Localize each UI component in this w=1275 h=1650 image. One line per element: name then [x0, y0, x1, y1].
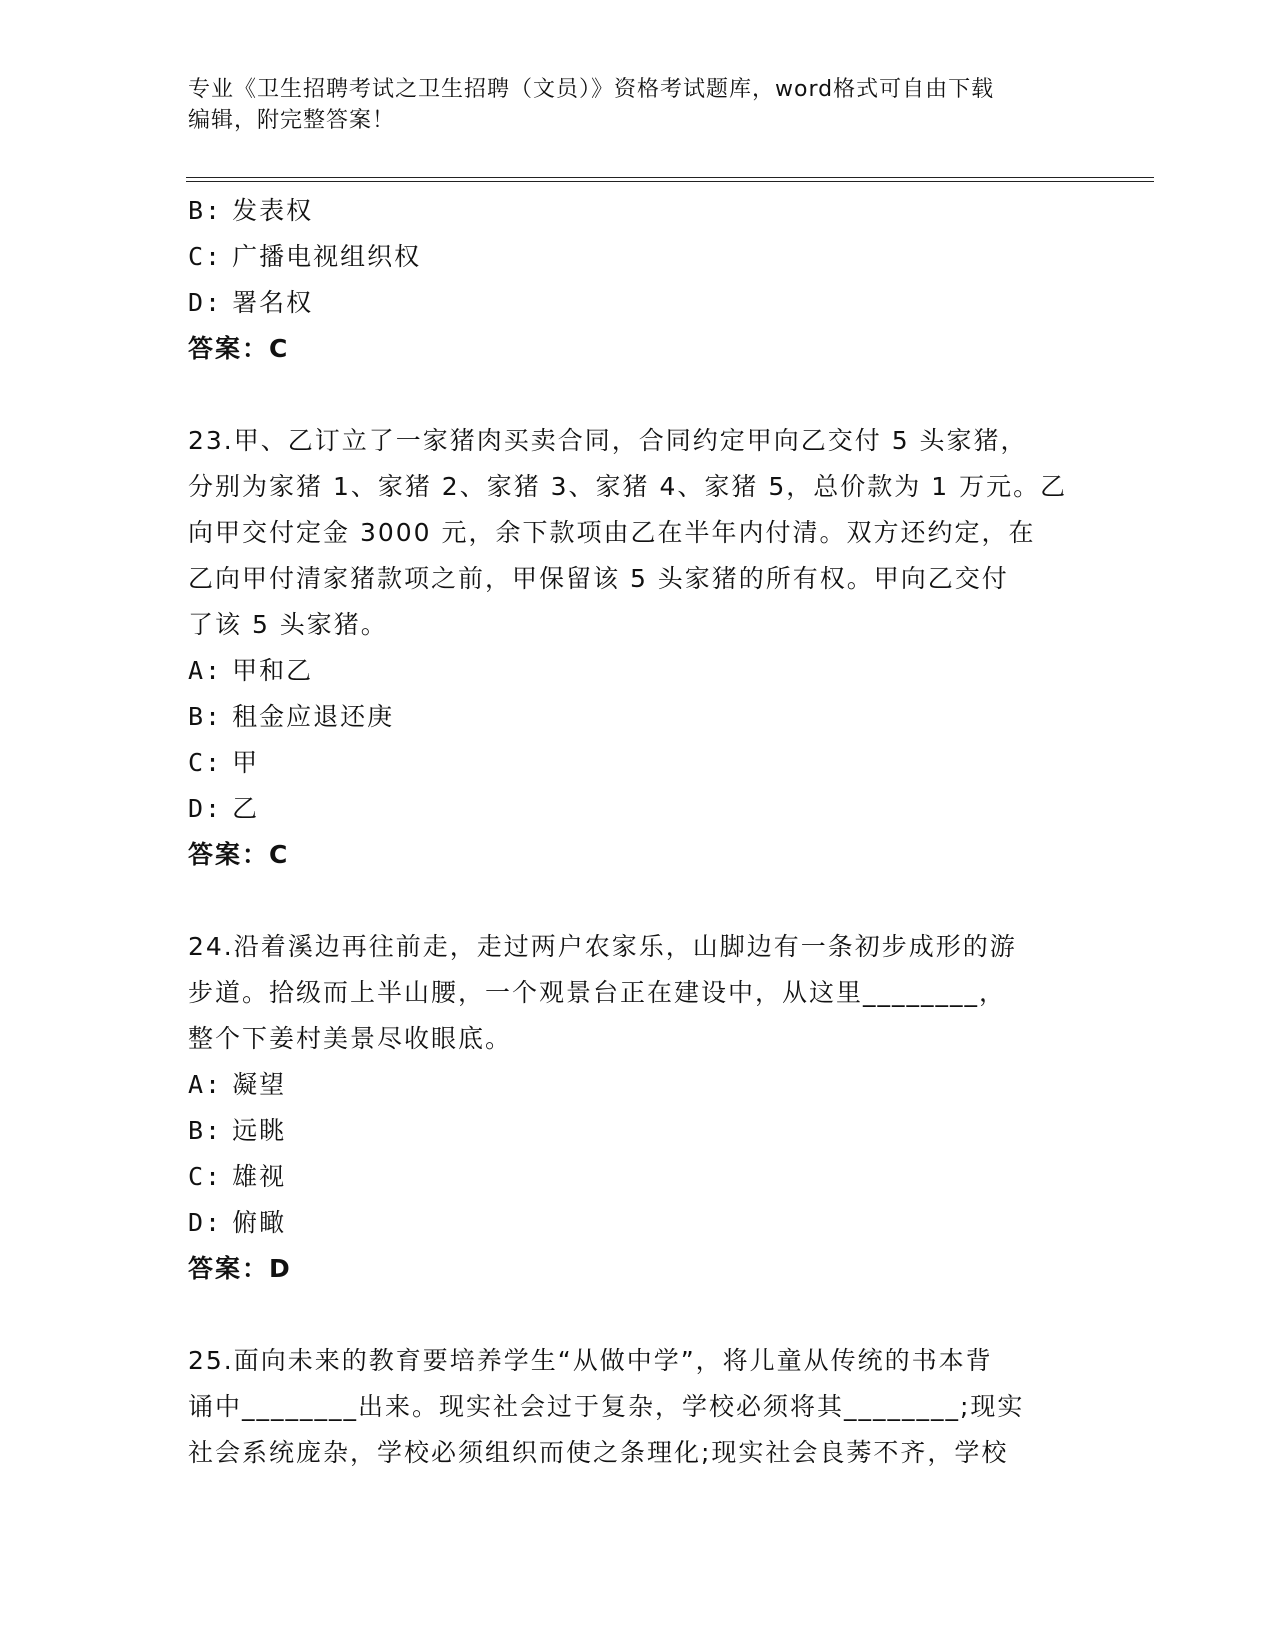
option-b: B: 租金应退还庚: [188, 702, 395, 731]
header-divider: [186, 177, 1154, 182]
option-c: C: 广播电视组织权: [188, 242, 422, 271]
question-text-line: 25.面向未来的教育要培养学生“从做中学”，将儿童从传统的书本背: [188, 1346, 993, 1375]
option-c: C: 雄视: [188, 1162, 287, 1191]
question-25: [188, 1338, 1088, 1476]
answer-line: 答案：D: [188, 1254, 292, 1283]
question-text-line: 诵中________出来。现实社会过于复杂，学校必须将其________;现实: [188, 1392, 1025, 1421]
question-text-line: 24.沿着溪边再往前走，走过两户农家乐，山脚边有一条初步成形的游: [188, 932, 1017, 961]
question-text-line: 分别为家猪 1、家猪 2、家猪 3、家猪 4、家猪 5，总价款为 1 万元。乙: [188, 472, 1068, 501]
prev-question: [188, 188, 1088, 372]
question-text-line: 向甲交付定金 3000 元，余下款项由乙在半年内付清。双方还约定，在: [188, 518, 1036, 547]
option-d: D: 俯瞰: [188, 1208, 287, 1237]
answer-line: 答案：C: [188, 840, 290, 869]
question-text-line: 整个下姜村美景尽收眼底。: [188, 1024, 513, 1053]
option-a: A: 凝望: [188, 1070, 287, 1099]
question-text-line: 乙向甲付清家猪款项之前，甲保留该 5 头家猪的所有权。甲向乙交付: [188, 564, 1009, 593]
document-header: [188, 74, 1068, 136]
question-text-line: 23.甲、乙订立了一家猪肉买卖合同，合同约定甲向乙交付 5 头家猪，: [188, 426, 1028, 455]
option-b: B: 发表权: [188, 196, 314, 225]
question-24: [188, 924, 1088, 1292]
option-d: D: 署名权: [188, 288, 314, 317]
question-text-line: 步道。拾级而上半山腰，一个观景台正在建设中，从这里________，: [188, 978, 1007, 1007]
question-23: [188, 418, 1088, 878]
question-text-line: 社会系统庞杂，学校必须组织而使之条理化;现实社会良莠不齐，学校: [188, 1438, 1009, 1467]
question-content: [188, 188, 1088, 1476]
header-line-2: 编辑，附完整答案！: [188, 108, 396, 133]
option-d: D: 乙: [188, 794, 260, 823]
option-a: A: 甲和乙: [188, 656, 314, 685]
option-c: C: 甲: [188, 748, 260, 777]
header-line-1: 专业《卫生招聘考试之卫生招聘（文员）》资格考试题库，word格式可自由下载: [188, 77, 995, 102]
answer-line: 答案：C: [188, 334, 290, 363]
question-text-line: 了该 5 头家猪。: [188, 610, 388, 639]
option-b: B: 远眺: [188, 1116, 287, 1145]
